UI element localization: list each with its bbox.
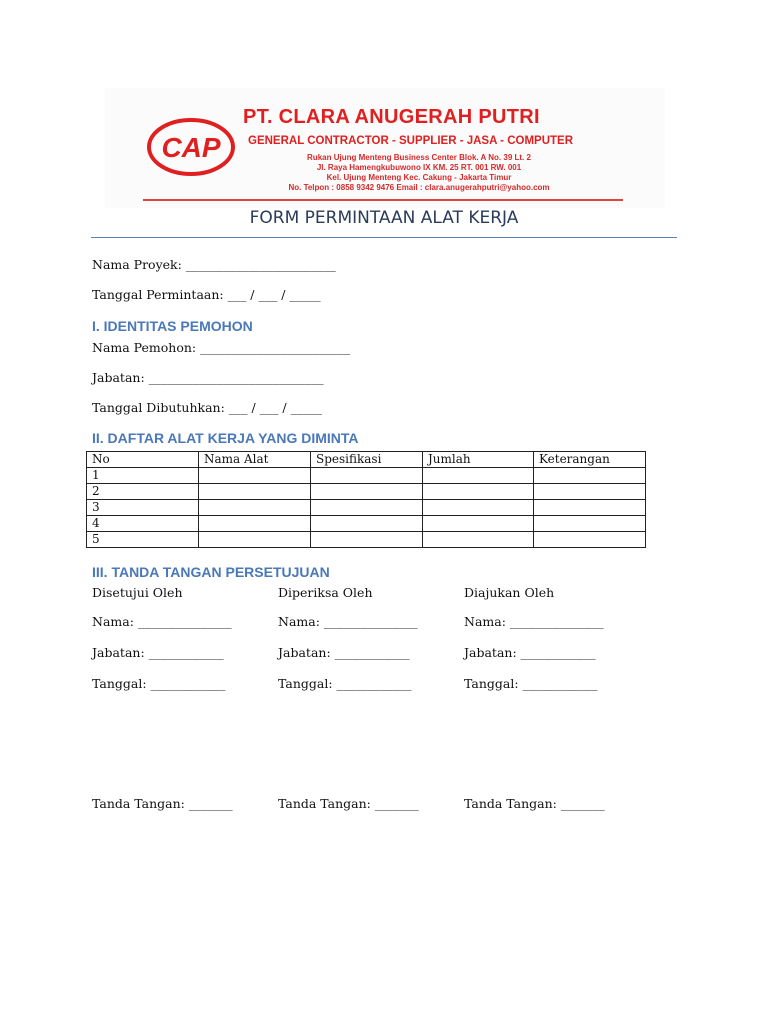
column-header-jumlah: Jumlah — [423, 452, 534, 468]
table-row — [87, 484, 646, 500]
cell-keterangan[interactable] — [534, 532, 646, 548]
column-header-spesifikasi: Spesifikasi — [311, 452, 423, 468]
role-diajukan-oleh: Diajukan Oleh — [464, 585, 555, 600]
role-disetujui-oleh: Disetujui Oleh — [92, 585, 183, 600]
letterhead-divider — [143, 199, 623, 201]
nama-field-diajukan[interactable]: Nama: _______________ — [464, 614, 604, 629]
role-diperiksa-oleh: Diperiksa Oleh — [278, 585, 373, 600]
contact-line: No. Telpon : 0858 9342 9476 Email : clara.anugerahputri@yahoo.com — [288, 183, 550, 192]
section-identitas-heading: I. IDENTITAS PEMOHON — [92, 318, 253, 334]
nama-proyek-field[interactable]: Nama Proyek: ________________________ — [92, 257, 336, 272]
cell-jumlah[interactable] — [423, 516, 534, 532]
cell-spesifikasi[interactable] — [311, 516, 423, 532]
cell-keterangan[interactable] — [534, 500, 646, 516]
cell-no: 3 — [87, 500, 199, 516]
tool-request-table — [86, 451, 646, 548]
tanggal-permintaan-field[interactable]: Tanggal Permintaan: ___ / ___ / _____ — [92, 287, 321, 302]
table-row — [87, 500, 646, 516]
tanggal-dibutuhkan-field[interactable]: Tanggal Dibutuhkan: ___ / ___ / _____ — [92, 400, 322, 415]
cell-nama-alat[interactable] — [199, 532, 311, 548]
table-row — [87, 532, 646, 548]
column-header-no: No — [87, 452, 199, 468]
cell-keterangan[interactable] — [534, 516, 646, 532]
company-name: PT. CLARA ANUGERAH PUTRI — [243, 106, 540, 128]
letterhead — [105, 88, 665, 208]
company-tagline: GENERAL CONTRACTOR - SUPPLIER - JASA - COMPUTER — [248, 135, 573, 147]
address-line-1: Rukan Ujung Menteng Business Center Blok. A No. 39 Lt. 2 — [307, 153, 531, 162]
cell-no: 1 — [87, 468, 199, 484]
cell-nama-alat[interactable] — [199, 484, 311, 500]
jabatan-field-diperiksa[interactable]: Jabatan: ____________ — [278, 645, 410, 660]
table-row — [87, 516, 646, 532]
tanggal-field-disetujui[interactable]: Tanggal: ____________ — [92, 676, 226, 691]
tanggal-field-diajukan[interactable]: Tanggal: ____________ — [464, 676, 598, 691]
tanggal-field-diperiksa[interactable]: Tanggal: ____________ — [278, 676, 412, 691]
nama-field-diperiksa[interactable]: Nama: _______________ — [278, 614, 418, 629]
section-daftar-alat-heading: II. DAFTAR ALAT KERJA YANG DIMINTA — [92, 430, 359, 446]
address-line-3: Kel. Ujung Menteng Kec. Cakung - Jakarta Timur — [326, 173, 512, 182]
tanda-tangan-field-diperiksa[interactable]: Tanda Tangan: _______ — [278, 796, 419, 811]
cell-nama-alat[interactable] — [199, 500, 311, 516]
cell-jumlah[interactable] — [423, 532, 534, 548]
table-header-row — [87, 452, 646, 468]
jabatan-field[interactable]: Jabatan: ____________________________ — [92, 370, 324, 385]
cell-keterangan[interactable] — [534, 484, 646, 500]
jabatan-field-diajukan[interactable]: Jabatan: ____________ — [464, 645, 596, 660]
section-persetujuan-heading: III. TANDA TANGAN PERSETUJUAN — [92, 564, 330, 580]
column-header-nama-alat: Nama Alat — [199, 452, 311, 468]
column-header-keterangan: Keterangan — [534, 452, 646, 468]
tanda-tangan-field-disetujui[interactable]: Tanda Tangan: _______ — [92, 796, 233, 811]
cell-jumlah[interactable] — [423, 484, 534, 500]
cell-keterangan[interactable] — [534, 468, 646, 484]
cell-no: 4 — [87, 516, 199, 532]
cell-jumlah[interactable] — [423, 500, 534, 516]
cell-no: 5 — [87, 532, 199, 548]
cell-nama-alat[interactable] — [199, 516, 311, 532]
address-line-2: Jl. Raya Hamengkubuwono IX KM. 25 RT. 001 RW. 001 — [316, 163, 522, 172]
cell-spesifikasi[interactable] — [311, 500, 423, 516]
form-title: FORM PERMINTAAN ALAT KERJA — [249, 208, 519, 228]
cell-no: 2 — [87, 484, 199, 500]
tanda-tangan-field-diajukan[interactable]: Tanda Tangan: _______ — [464, 796, 605, 811]
cell-jumlah[interactable] — [423, 468, 534, 484]
logo-text: CAP — [161, 132, 221, 163]
cell-spesifikasi[interactable] — [311, 468, 423, 484]
nama-pemohon-field[interactable]: Nama Pemohon: ________________________ — [92, 340, 351, 355]
title-divider — [91, 237, 677, 238]
cell-spesifikasi[interactable] — [311, 484, 423, 500]
cell-spesifikasi[interactable] — [311, 532, 423, 548]
nama-field-disetujui[interactable]: Nama: _______________ — [92, 614, 232, 629]
table-row — [87, 468, 646, 484]
jabatan-field-disetujui[interactable]: Jabatan: ____________ — [92, 645, 224, 660]
cell-nama-alat[interactable] — [199, 468, 311, 484]
